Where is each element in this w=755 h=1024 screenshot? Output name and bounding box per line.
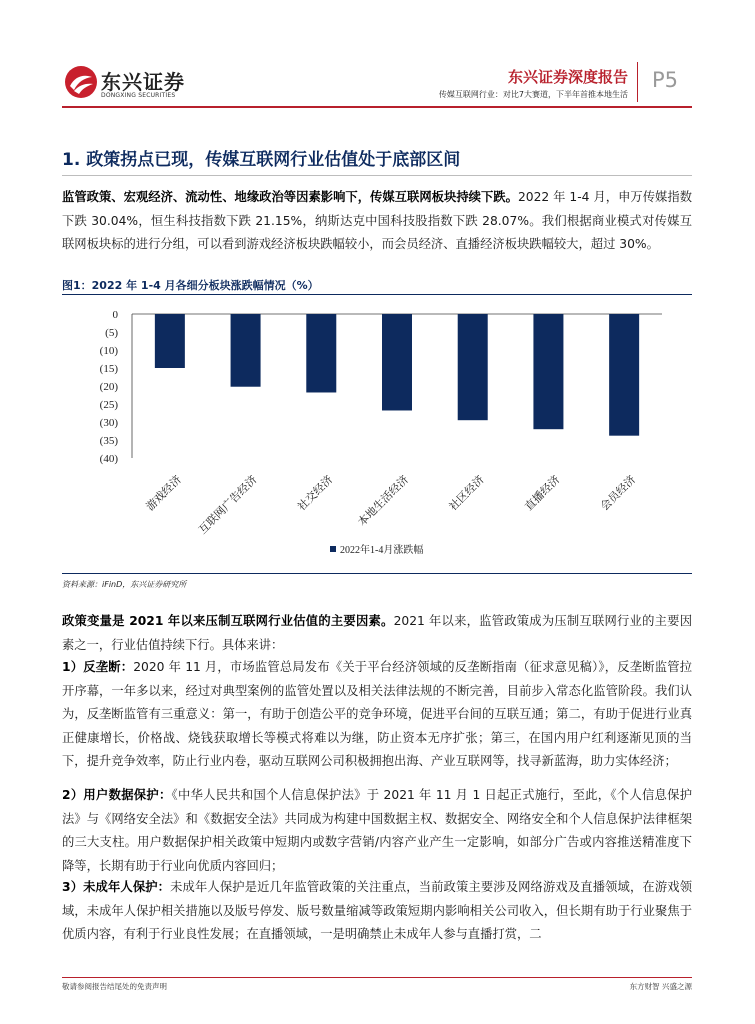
paragraph-intro-lead: 监管政策、宏观经济、流动性、地缘政治等因素影响下，传媒互联网板块持续下跌。 bbox=[62, 190, 518, 204]
paragraph-policy bbox=[62, 610, 692, 657]
paragraph-intro bbox=[62, 186, 692, 257]
y-tick-label: (35) bbox=[99, 435, 118, 447]
bar-chart bbox=[62, 296, 692, 572]
bar bbox=[231, 314, 261, 387]
legend-label: 2022年1-4月涨跌幅 bbox=[340, 545, 424, 556]
y-tick-label: (25) bbox=[99, 399, 118, 411]
item-data-protection-lead: 2）用户数据保护： bbox=[62, 788, 172, 802]
y-tick-label: (30) bbox=[99, 417, 118, 429]
section-rule bbox=[62, 175, 692, 176]
bar bbox=[458, 314, 488, 420]
header-divider bbox=[637, 62, 638, 102]
page-number: P5 bbox=[652, 68, 679, 92]
logo-english-text: DONGXING SECURITIES bbox=[101, 92, 176, 99]
x-category-label: 社区经济 bbox=[447, 473, 487, 514]
bar bbox=[382, 314, 412, 410]
footer-slogan: 东方财智 兴盛之源 bbox=[629, 982, 692, 991]
figure-bottom-rule bbox=[62, 573, 692, 574]
paragraph-policy-body: 2021 年以来，监管政策成为压制互联网行业的主要因素之一，行业估值持续下行。具体来讲： bbox=[62, 614, 692, 652]
figure-top-rule bbox=[62, 294, 692, 295]
item-minor-protection bbox=[62, 876, 692, 947]
x-category-label: 会员经济 bbox=[598, 473, 639, 514]
figure-title: 图1：2022 年 1-4 月各细分板块涨跌幅情况（%） bbox=[62, 279, 319, 292]
paragraph-intro-body: 2022 年 1-4 月，申万传媒指数下跌 30.04%，恒生科技指数下跌 21.15%，纳斯达克中国科技股指数下跌 28.07%。我们根据商业模式对传媒互联网板块标的进行分组，可以看到游戏经济板块跌幅较小，而会员经济、直播经济板块跌幅较大，超过 30%。 bbox=[62, 190, 692, 251]
logo-text: 东兴证券 bbox=[101, 70, 185, 94]
report-subtitle: 传媒互联网行业：对比7大赛道，下半年首推本地生活 bbox=[438, 90, 628, 99]
bar bbox=[609, 314, 639, 436]
footer-disclaimer: 敬请参阅报告结尾处的免责声明 bbox=[62, 982, 167, 991]
item-antitrust-lead: 1）反垄断： bbox=[62, 660, 134, 674]
report-type: 东兴证券深度报告 bbox=[507, 68, 628, 86]
item-antitrust-body: 2020 年 11 月，市场监管总局发布《关于平台经济领域的反垄断指南（征求意见稿）》，反垄断监管拉开序幕，一年多以来，经过对典型案例的监管处置以及相关法律法规的不断完善，目前步入常态化监管阶段。我们认为，反垄断监管有三重意义：第一，有助于创造公平的竞争环境，促进平台间的互联互通；第二，有助于促进行业真正健康增长，价格战、烧钱获取增长等模式将难以为继，防止资本无序扩张；第三，在国内用户红利逐渐见顶的当下，提升竞争效率，防止行业内卷，驱动互联网公司积极拥抱出海、产业互联网等，找寻新蓝海，助力实体经济； bbox=[62, 660, 692, 768]
bar bbox=[533, 314, 563, 429]
bar bbox=[306, 314, 336, 392]
paragraph-policy-lead: 政策变量是 2021 年以来压制互联网行业估值的主要因素。 bbox=[62, 614, 394, 628]
figure-source: 资料来源：iFinD，东兴证券研究所 bbox=[62, 580, 187, 589]
y-tick-label: (5) bbox=[105, 327, 118, 339]
x-category-label: 直播经济 bbox=[522, 473, 563, 514]
x-category-label: 社交经济 bbox=[295, 473, 336, 514]
y-tick-label: 0 bbox=[112, 309, 118, 321]
bar bbox=[155, 314, 185, 368]
y-tick-label: (40) bbox=[99, 453, 118, 465]
section-title: 1. 政策拐点已现，传媒互联网行业估值处于底部区间 bbox=[62, 150, 461, 170]
x-category-label: 游戏经济 bbox=[144, 473, 184, 514]
legend-swatch bbox=[330, 546, 336, 552]
y-tick-label: (10) bbox=[99, 345, 118, 357]
item-data-protection-body: 《中华人民共和国个人信息保护法》于 2021 年 11 月 1 日起正式施行，至此，《个人信息保护法》与《网络安全法》和《数据安全法》共同成为构建中国数据主权、数据安全、网络安全和个人信息保护法律框架的三大支柱。用户数据保护相关政策中短期内或数字营销/内容产业产生一定影响，如部分广告或内容推送精准度下降等，长期有助于行业向优质内容回归； bbox=[62, 788, 693, 873]
header-rule bbox=[62, 106, 692, 108]
logo-mark-icon bbox=[64, 65, 98, 99]
y-tick-label: (15) bbox=[99, 363, 118, 375]
item-minor-protection-body: 未成年人保护是近几年监管政策的关注重点，当前政策主要涉及网络游戏及直播领域，在游戏领域，未成年人保护相关措施以及版号停发、版号数量缩减等政策短期内影响相关公司收入，但长期有助于行业聚焦于优质内容，有利于行业良性发展；在直播领域，一是明确禁止未成年人参与直播打赏，二 bbox=[62, 880, 692, 941]
x-category-label: 本地生活经济 bbox=[355, 473, 412, 529]
item-minor-protection-lead: 3）未成年人保护： bbox=[62, 880, 171, 894]
item-data-protection bbox=[62, 784, 692, 878]
x-category-label: 互联网广告经济 bbox=[196, 473, 260, 537]
footer-rule bbox=[62, 977, 692, 978]
item-antitrust bbox=[62, 656, 692, 774]
y-tick-label: (20) bbox=[99, 381, 118, 393]
